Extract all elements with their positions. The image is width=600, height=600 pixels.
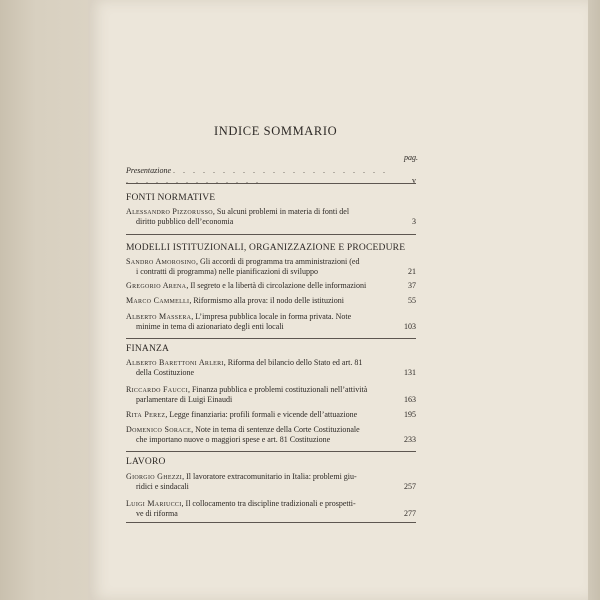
author-name: Marco Cammelli xyxy=(126,296,190,305)
section-heading: MODELLI ISTITUZIONALI, ORGANIZZAZIONE E PROCEDURE xyxy=(126,243,406,253)
entry-title: , L’impresa pubblica locale in forma privata. Note xyxy=(191,312,352,321)
entry-title: , Il collocamento tra discipline tradizionali e prospetti- xyxy=(181,499,356,508)
entry-title-cont: ridici e sindacali xyxy=(136,482,189,491)
page-number: 3 xyxy=(412,217,416,226)
page-title: INDICE SOMMARIO xyxy=(214,124,338,138)
toc-entry xyxy=(126,207,416,227)
entry-title: , Il segreto e la libertà di circolazione delle informazioni xyxy=(186,281,367,290)
entry-title: , Gli accordi di programma tra amministrazioni (ed xyxy=(195,257,360,266)
author-name: Rita Perez xyxy=(126,410,166,419)
entry-title: , Il lavoratore extracomunitario in Italia: problemi giu- xyxy=(182,472,357,481)
entry-title: , Su alcuni problemi in materia di fonti del xyxy=(212,207,350,216)
toc-entry xyxy=(126,358,416,378)
author-name: Alessandro Pizzorusso xyxy=(126,207,213,216)
entry-title-cont: minime in tema di azionariato degli enti locali xyxy=(136,322,284,331)
page-number: 37 xyxy=(408,281,416,290)
page-number: 277 xyxy=(404,509,416,518)
toc-entry xyxy=(126,296,416,306)
divider xyxy=(126,338,416,339)
entry-title-cont: parlamentare di Luigi Einaudi xyxy=(136,395,233,404)
toc-entry xyxy=(126,499,416,519)
toc-entry xyxy=(126,472,416,492)
author-name: Gregorio Arena xyxy=(126,281,187,290)
entry-title-cont: che importano nuove o maggiori spese e art. 81 Costituzione xyxy=(136,435,331,444)
author-name: Alberto Massera xyxy=(126,312,192,321)
toc-entry xyxy=(126,281,416,291)
page-number: 55 xyxy=(408,296,416,305)
divider xyxy=(126,522,416,523)
entry-title-cont: i contratti di programma) nelle pianificazioni di sviluppo xyxy=(136,267,318,276)
page-number: 21 xyxy=(408,267,416,276)
page-number: 163 xyxy=(404,395,416,404)
entry-title: , Riformismo alla prova: il nodo delle istituzioni xyxy=(189,296,344,305)
page-number: 131 xyxy=(404,368,416,377)
entry-title-cont: ve di riforma xyxy=(136,509,178,518)
author-name: Luigi Mariucci xyxy=(126,499,182,508)
page-number: 195 xyxy=(404,410,416,419)
toc-entry xyxy=(126,425,416,445)
entry-title: , Riforma del bilancio dello Stato ed art. 81 xyxy=(223,358,363,367)
author-name: Riccardo Faucci xyxy=(126,385,188,394)
entry-title-cont: diritto pubblico dell’economia xyxy=(136,217,234,226)
toc-entry xyxy=(126,410,416,420)
pag-label: pag. xyxy=(404,153,418,162)
author-name: Domenico Sorace xyxy=(126,425,192,434)
entry-title: , Note in tema di sentenze della Corte Costituzionale xyxy=(191,425,360,434)
divider xyxy=(126,183,416,184)
presentazione-label: Presentazione xyxy=(126,166,172,175)
divider xyxy=(126,234,416,235)
author-name: Alberto Barettoni Arleri xyxy=(126,358,224,367)
divider xyxy=(126,451,416,452)
entry-title-cont: della Costituzione xyxy=(136,368,194,377)
entry-title: , Finanza pubblica e problemi costituzionali nell’attività xyxy=(187,385,368,394)
section-heading: FONTI NORMATIVE xyxy=(126,193,216,203)
toc-entry xyxy=(126,312,416,332)
page-number: 103 xyxy=(404,322,416,331)
toc-entry xyxy=(126,257,416,277)
author-name: Sandro Amorosino xyxy=(126,257,196,266)
section-heading: LAVORO xyxy=(126,457,166,467)
page-number: 233 xyxy=(404,435,416,444)
page-number: 257 xyxy=(404,482,416,491)
page-number: v xyxy=(412,176,416,185)
presentazione-row: Presentazione . . . . . . . . . . . . . . . . . . . . . . . . . . . . . . . . . . . . v xyxy=(126,166,416,185)
toc-entry xyxy=(126,385,416,405)
author-name: Giorgio Ghezzi xyxy=(126,472,183,481)
section-heading: FINANZA xyxy=(126,344,170,354)
entry-title: , Legge finanziaria: profili formali e vicende dell’attuazione xyxy=(165,410,358,419)
